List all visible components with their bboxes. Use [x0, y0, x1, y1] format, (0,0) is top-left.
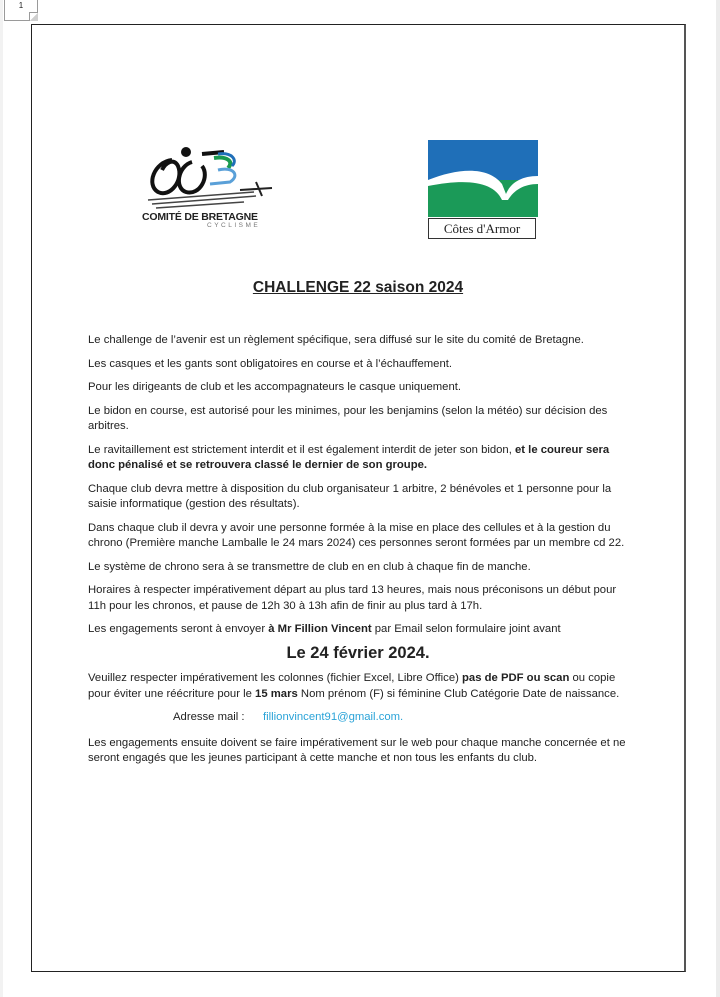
paragraph-text: Le ravitaillement est strictement interdit et il est également interdit de jeter son bidon, [88, 443, 515, 456]
email-link[interactable]: fillionvincent91@gmail.com. [263, 711, 404, 723]
comite-bretagne-name: COMITÉ DE BRETAGNE [142, 211, 258, 223]
cotes-darmor-logo [428, 140, 538, 240]
document-title: CHALLENGE 22 saison 2024 [252, 279, 464, 296]
paragraph-bold-text: pas de PDF ou scan [462, 672, 570, 684]
mail-line [88, 710, 628, 726]
paragraph [88, 443, 628, 474]
page-number-tab[interactable] [4, 0, 38, 21]
paragraph: Dans chaque club il devra y avoir une personne formée à la mise en place des cellules et à la gestion du chrono (Première manche Lamballe le 24 mars 2024) ces personnes seront formées par un membre cd 22. [88, 521, 625, 549]
cyclist-logo-icon [144, 140, 274, 210]
closing-paragraph: Les engagements ensuite doivent se faire impérativement sur le web pour chaque manche concernée et ne seront engagés que les jeunes participant à cette manche et non tous les enfants du club. [88, 736, 626, 764]
paragraph-bold-text: et le coureur sera donc pénalisé et se retrouvera classé le dernier de son groupe. [88, 443, 610, 471]
format-paragraph [88, 671, 628, 702]
paragraph: Le bidon en course, est autorisé pour les minimes, pour les benjamins (selon la météo) sur décision des arbitres. [88, 404, 608, 432]
paragraph-text: par Email selon formulaire joint avant [371, 623, 561, 635]
deadline-date: Le 24 février 2024. [286, 643, 430, 662]
paragraph-text: Les engagements seront à envoyer [88, 623, 269, 635]
paragraph [88, 622, 628, 638]
viewer-scrollbar-track[interactable] [716, 0, 720, 997]
paragraph-bold-text: 15 mars [255, 687, 298, 700]
paragraph: Le système de chrono sera à se transmettre de club en en club à chaque fin de manche. [88, 560, 531, 573]
paragraph: Pour les dirigeants de club et les accompagnateurs le casque uniquement. [88, 381, 462, 393]
paragraph: Horaires à respecter impérativement départ au plus tard 13 heures, mais nous préconisons un début pour 11h pour les chronos, et pause de 12h 30 à 13h afin de finir au plus tard à 17h. [88, 584, 617, 612]
paragraph-text: Nom prénom (F) si féminine Club Catégorie Date de naissance. [297, 687, 620, 700]
page-fold-icon [29, 12, 38, 21]
paragraph-text: ou copie pour éviter une réécriture pour le [88, 672, 616, 700]
paragraph-text: Veuillez respecter impérativement les colonnes (fichier Excel, Libre Office) [88, 672, 463, 684]
paragraph: Le challenge de l’avenir est un règlement spécifique, sera diffusé sur le site du comité de Bretagne. [88, 334, 584, 346]
contact-name: à Mr Fillion Vincent [268, 623, 372, 635]
cotes-darmor-label: Côtes d'Armor [428, 218, 536, 239]
paragraph: Les casques et les gants sont obligatoires en course et à l’échauffement. [88, 357, 453, 370]
viewer-left-gutter [0, 0, 3, 997]
mail-label: Adresse mail : [173, 711, 245, 723]
comite-bretagne-subtitle: CYCLISME [207, 222, 261, 229]
document-body [88, 333, 628, 775]
document-page [31, 24, 686, 972]
paragraph: Chaque club devra mettre à disposition du club organisateur 1 arbitre, 2 bénévoles et 1 personne pour la saisie informatique (gestion des résultats). [88, 482, 612, 510]
header-logos [32, 25, 684, 285]
cotes-darmor-logo-icon [428, 160, 538, 200]
page-number: 1 [18, 1, 24, 10]
